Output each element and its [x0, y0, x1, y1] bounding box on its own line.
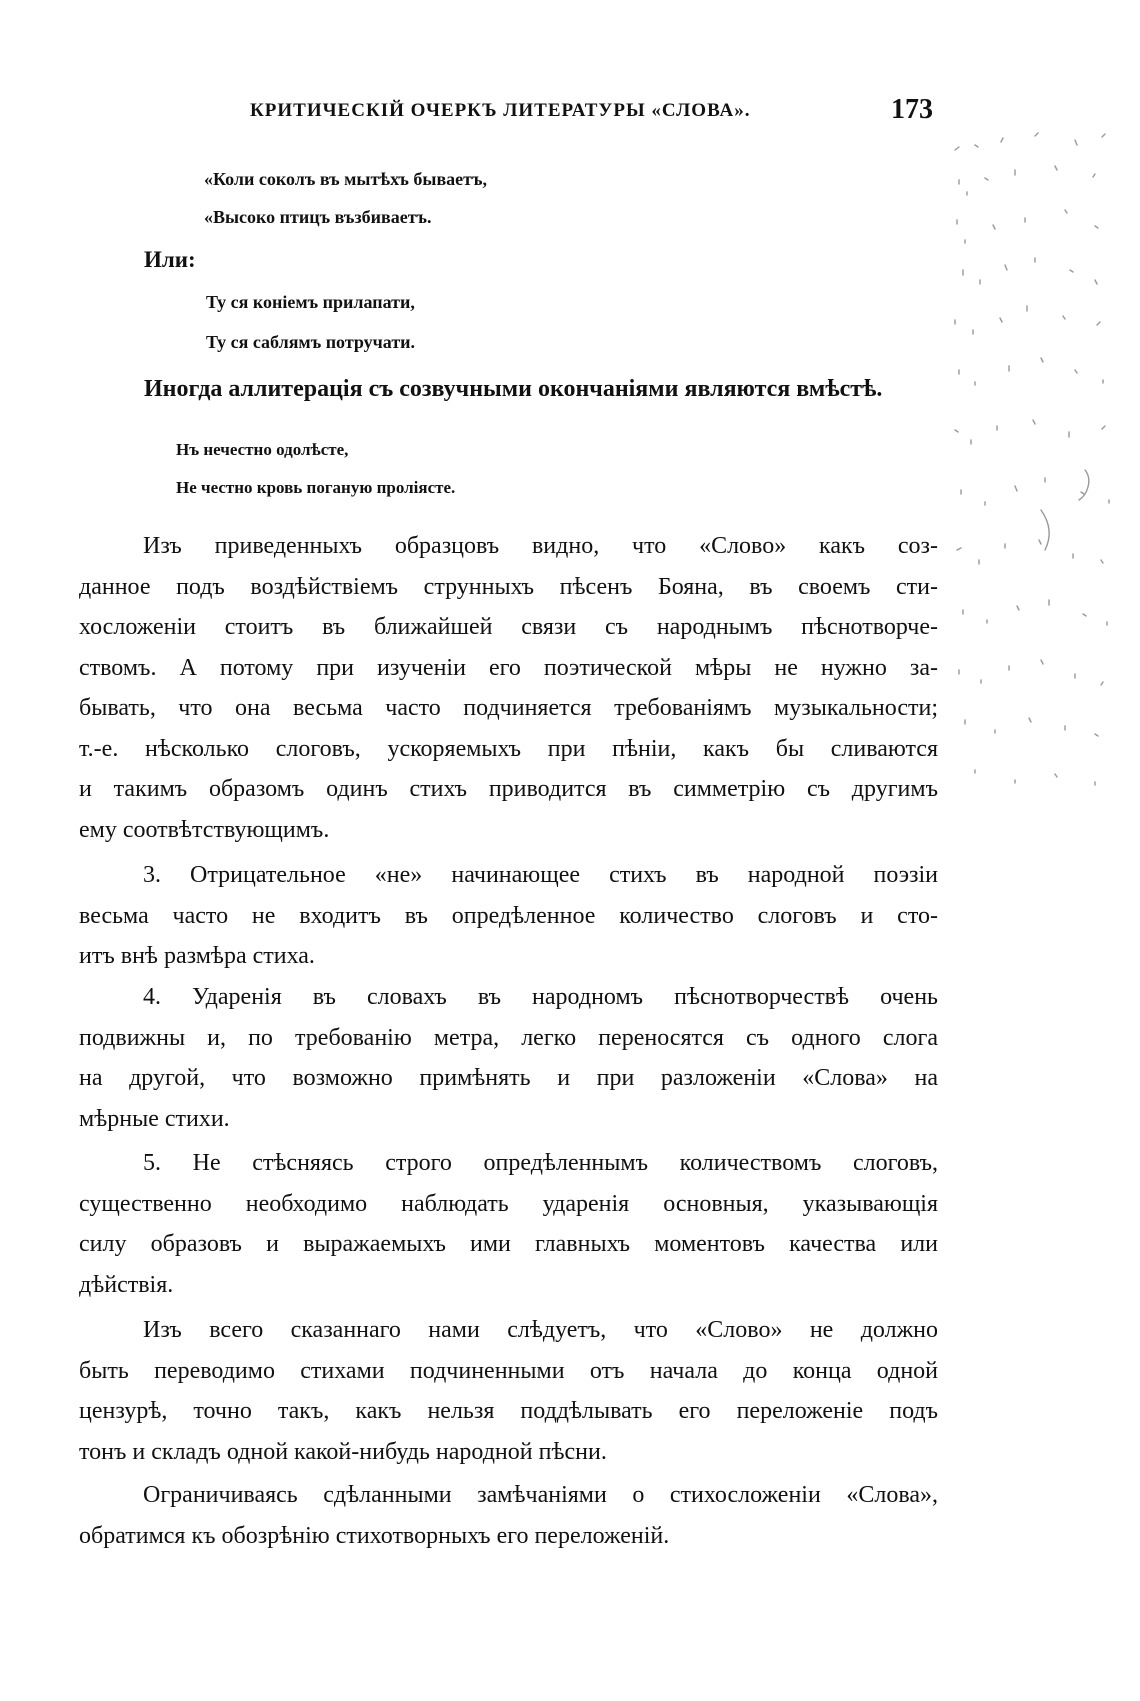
text-line: т.-е. нѣсколько слоговъ, ускоряемыхъ при пѣніи, какъ бы сливаются: [79, 735, 938, 762]
text-line: силу образовъ и выражаемыхъ ими главныхъ моментовъ качества или: [79, 1231, 938, 1257]
text-line: итъ внѣ размѣра стиха.: [79, 943, 315, 969]
text-line: бывать, что она весьма часто подчиняется требованіямъ музыкальности;: [79, 695, 938, 721]
text-line: подвижны и, по требованію метра, легко переносятся съ одного слога: [79, 1024, 938, 1051]
text-line: 3. Отрицательное «не» начинающее стихъ въ народной поэзіи: [143, 862, 938, 888]
ili-label: Или:: [144, 247, 196, 272]
text-line: мѣрные стихи.: [79, 1105, 230, 1132]
text-line: и такимъ образомъ одинъ стихъ приводится въ симметрію съ другимъ: [79, 776, 938, 802]
verse-line: Ту ся саблямъ потручати.: [206, 332, 416, 352]
text-line: данное подъ воздѣйствіемъ струнныхъ пѣсенъ Бояна, въ своемъ сти-: [79, 573, 938, 600]
text-line: 5. Не стѣсняясь строго опредѣленнымъ количествомъ слоговъ,: [143, 1150, 938, 1176]
text-line: цензурѣ, точно такъ, какъ нельзя поддѣлывать его переложеніе подъ: [79, 1398, 938, 1424]
paragraph-conclusion: [79, 1310, 938, 1472]
paragraph-point-3: [79, 855, 938, 977]
text-line: существенно необходимо наблюдать ударенія основныя, указывающія: [79, 1190, 938, 1217]
paragraph-point-4: [79, 977, 938, 1139]
alliteration-intro: Иногда аллитерація съ созвучными окончаніями являются вмѣстѣ.: [144, 376, 883, 402]
paragraph-point-5: [79, 1143, 938, 1305]
verse-line: Нъ нечестно одолѣсте,: [176, 440, 349, 459]
verse-quote-2: [206, 282, 415, 362]
verse-line: Не честно кровь поганую пролiясте.: [176, 478, 456, 497]
text-line: Ограничиваясь сдѣланными замѣчаніями о стихосложеніи «Слова»,: [143, 1482, 938, 1508]
text-line: весьма часто не входитъ въ опредѣленное количество слоговъ и сто-: [79, 902, 938, 929]
page-number: 173: [891, 94, 933, 125]
paragraph-sources: [79, 526, 938, 850]
text-line: обратимся къ обозрѣнію стихотворныхъ его переложеній.: [79, 1522, 670, 1549]
verse-line: Ту ся коніемъ прилапати,: [206, 292, 415, 312]
verse-quote-3: [176, 431, 455, 507]
verse-line: «Высоко птицъ възбиваетъ.: [204, 207, 432, 227]
text-line: хосложеніи стоитъ въ ближайшей связи съ народнымъ пѣснотворче-: [79, 614, 938, 640]
text-line: Изъ всего сказаннаго нами слѣдуетъ, что «Слово» не должно: [143, 1317, 938, 1343]
verse-line: «Коли соколъ въ мытѣхъ бываетъ,: [204, 169, 487, 189]
text-line: тонъ и складъ одной какой-нибудь народной пѣсни.: [79, 1438, 607, 1465]
text-line: на другой, что возможно примѣнять и при разложеніи «Слова» на: [79, 1065, 938, 1091]
paragraph-transition: [79, 1475, 938, 1556]
text-line: Изъ приведенныхъ образцовъ видно, что «Слово» какъ соз-: [143, 533, 938, 559]
running-title: КРИТИЧЕСКІЙ ОЧЕРКЪ ЛИТЕРАТУРЫ «СЛОВА».: [250, 100, 751, 121]
text-line: 4. Ударенія въ словахъ въ народномъ пѣснотворчествѣ очень: [143, 984, 938, 1010]
text-line: быть переводимо стихами подчиненными отъ начала до конца одной: [79, 1357, 938, 1384]
text-line: ему соотвѣтствующимъ.: [79, 816, 330, 843]
text-line: дѣйствія.: [79, 1271, 174, 1298]
text-line: ствомъ. А потому при изученіи его поэтической мѣры не нужно за-: [79, 654, 938, 681]
verse-quote-1: [204, 160, 487, 236]
bleed-through-marks: [945, 130, 1125, 830]
